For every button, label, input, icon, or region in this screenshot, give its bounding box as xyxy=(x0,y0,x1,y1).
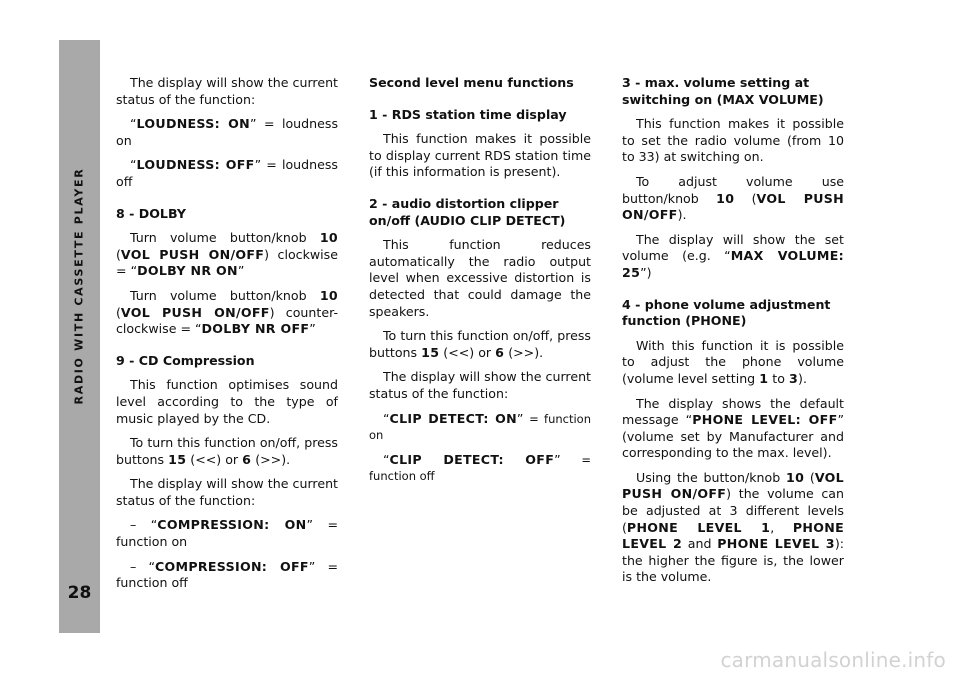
text: counter-clockwise = xyxy=(116,304,338,337)
paragraph xyxy=(369,328,591,361)
paragraph: Turn volume button/knob 10 (VOL PUSH ON/OFF) counter-clockwise = “DOLBY NR OFF” xyxy=(116,287,338,337)
display-message: PHONE LEVEL: OFF xyxy=(692,412,838,428)
paragraph: “LOUDNESS: ON” = loudness on xyxy=(116,116,339,148)
display-message: LOUDNESS: ON xyxy=(136,116,250,132)
paragraph: This function reduces automatically the radio output level when excessive distortion is detected that could damage the speakers. xyxy=(369,237,591,319)
reference-number: 15 xyxy=(421,344,440,360)
text: clockwise = xyxy=(116,246,338,279)
reference-number: 10 xyxy=(319,287,338,303)
watermark: carmanualsonline.info xyxy=(720,648,946,672)
text: (>>). xyxy=(508,344,544,360)
paragraph: – “COMPRESSION: OFF” = function off xyxy=(116,558,338,591)
display-message: PHONE LEVEL 3 xyxy=(717,536,835,552)
text: = loudness on xyxy=(116,116,339,148)
text: = function off xyxy=(116,558,338,591)
paragraph: “CLIP DETECT: OFF” = function off xyxy=(369,451,591,484)
paragraph: This function makes it possible to set the radio volume (from 10 to 33) at switching on. xyxy=(622,116,844,165)
display-message: PHONE LEVEL 1 xyxy=(626,519,771,535)
text: The display will show the set volume (e.g. xyxy=(622,231,844,264)
reference-number: 6 xyxy=(495,344,505,360)
text: = loudness off xyxy=(116,157,338,189)
text: to xyxy=(772,370,785,386)
section-heading: 8 - DOLBY xyxy=(116,205,186,221)
text: the volume can be adjusted at 3 different levels xyxy=(622,486,845,519)
control-name: VOL PUSH ON/OFF xyxy=(120,246,265,262)
paragraph: “LOUDNESS: OFF” = loudness off xyxy=(116,157,338,189)
text: (<<) or xyxy=(443,344,492,360)
reference-number: 6 xyxy=(242,451,252,467)
display-message: COMPRESSION: OFF xyxy=(154,558,309,574)
text: and xyxy=(687,536,712,552)
section-heading: 9 - CD Compression xyxy=(116,352,255,368)
display-message: DOLBY NR OFF xyxy=(201,321,310,337)
display-message: DOLBY NR ON xyxy=(137,263,238,279)
paragraph: – “COMPRESSION: ON” = function on xyxy=(116,517,339,550)
paragraph: Turn volume button/knob 10 (VOL PUSH ON/OFF) clockwise = “DOLBY NR ON” xyxy=(116,230,338,279)
section-heading: 2 - audio distortion clipper on/off (AUDIO CLIP DETECT) xyxy=(369,195,566,228)
paragraph: To adjust volume use button/knob 10 (VOL PUSH ON/OFF). xyxy=(622,173,844,223)
reference-number: 10 xyxy=(716,190,735,206)
paragraph: This function optimises sound level according to the type of music played by the CD. xyxy=(116,377,338,426)
control-name: VOL PUSH ON/OFF xyxy=(622,190,844,223)
display-message: PHONE LEVEL 2 xyxy=(622,519,844,552)
paragraph xyxy=(116,435,338,468)
section-title: RADIO WITH CASSETTE PLAYER xyxy=(72,167,86,405)
text: With this function it is possible to adjust the phone volume (volume level setting xyxy=(622,337,844,386)
reference-number: 3 xyxy=(788,370,799,386)
column-1 xyxy=(116,71,338,600)
text: = function off xyxy=(369,452,591,484)
paragraph: The display will show the current status of the function: xyxy=(369,369,591,401)
column-3 xyxy=(622,71,844,594)
text: (volume set by Manufacturer and corresponding to the max. level). xyxy=(622,428,844,461)
text: Using the button/knob xyxy=(636,469,781,485)
reference-number: 10 xyxy=(786,469,805,485)
page-number: 28 xyxy=(67,583,92,603)
display-message: MAX VOLUME: 25 xyxy=(622,248,844,280)
section-heading: Second level menu functions xyxy=(369,75,574,90)
section-heading: 4 - phone volume adjustment function (PHONE) xyxy=(622,296,831,329)
text: Turn volume button/knob xyxy=(130,287,307,303)
paragraph: The display shows the default message “PHONE LEVEL: OFF” (volume set by Manufacturer and corresponding to the max. level). xyxy=(622,395,844,461)
text: = function on xyxy=(116,517,339,550)
paragraph: With this function it is possible to adjust the phone volume (volume level setting 1 to 3). xyxy=(622,337,844,386)
display-message: CLIP DETECT: ON xyxy=(389,410,517,426)
text: To adjust volume use button/knob xyxy=(622,173,844,206)
paragraph: The display will show the current status of the function: xyxy=(116,75,338,107)
display-message: CLIP DETECT: OFF xyxy=(389,451,555,467)
display-message: LOUDNESS: OFF xyxy=(136,157,255,173)
reference-number: 10 xyxy=(319,230,338,246)
text: Turn volume button/knob xyxy=(130,230,307,246)
text: = function on xyxy=(369,411,591,443)
paragraph: “CLIP DETECT: ON” = function on xyxy=(369,410,591,443)
text: The display shows the default message xyxy=(622,395,844,428)
paragraph: The display will show the current status of the function: xyxy=(116,476,338,508)
reference-number: 15 xyxy=(168,451,187,467)
control-name: VOL PUSH ON/OFF xyxy=(622,469,844,502)
reference-number: 1 xyxy=(759,370,769,386)
column-2 xyxy=(369,71,591,493)
text: (>>). xyxy=(255,451,291,467)
text: the higher the figure is, the lower is the volume. xyxy=(622,552,844,585)
text: (<<) or xyxy=(190,451,239,467)
text: To turn this function on/off, press buttons xyxy=(116,435,338,467)
paragraph: The display will show the set volume (e.g. “MAX VOLUME: 25”) xyxy=(622,231,844,280)
control-name: VOL PUSH ON/OFF xyxy=(120,304,270,320)
section-heading: 3 - max. volume setting at switching on (MAX VOLUME) xyxy=(622,75,824,107)
paragraph: Using the button/knob 10 (VOL PUSH ON/OFF) the volume can be adjusted at 3 different levels (PHONE LEVEL 1, PHONE LEVEL 2 and PHONE LEVEL 3): the higher the figure is, the lower is the volume. xyxy=(622,469,845,585)
display-message: COMPRESSION: ON xyxy=(157,517,307,533)
section-heading: 1 - RDS station time display xyxy=(369,106,567,122)
text: To turn this function on/off, press buttons xyxy=(369,328,591,360)
paragraph: This function makes it possible to display current RDS station time (if this information is present). xyxy=(369,131,591,180)
